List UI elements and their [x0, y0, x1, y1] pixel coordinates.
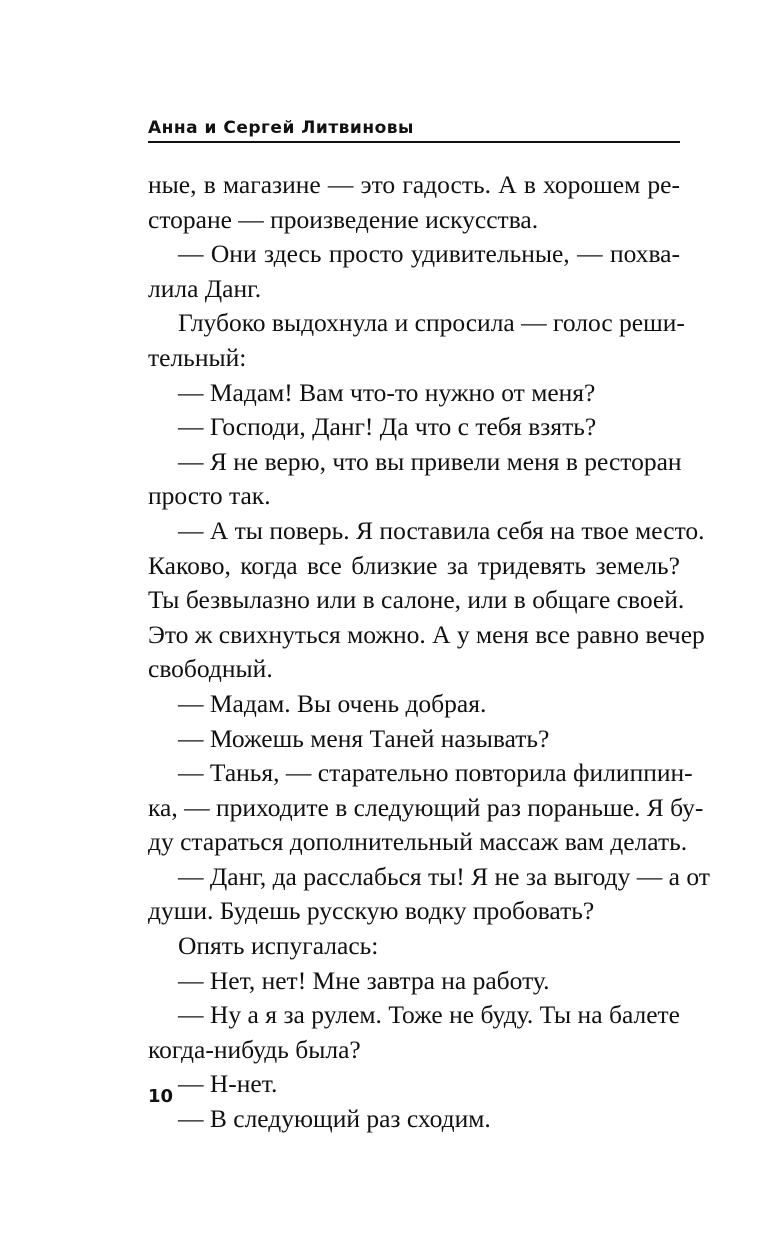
text-line: — Танья, — старательно повторила филиппин-: [178, 758, 693, 788]
text-line: ду стараться дополнительный массаж вам делать.: [148, 827, 688, 857]
text-line: Каково, когда все близкие за тридевять земель?: [148, 550, 680, 580]
text-line: тельный:: [148, 342, 247, 372]
text-line: — Данг, да расслабься ты! Я не за выгоду — а от: [178, 861, 710, 891]
text-line: — Нет, нет! Мне завтра на работу.: [178, 965, 550, 995]
text-line: когда-нибудь была?: [148, 1034, 361, 1064]
text-line: ка, — приходите в следующий раз пораньше. Я бу-: [148, 792, 704, 822]
text-line: просто так.: [148, 481, 271, 511]
text-line: сторане — произведение искусства.: [148, 204, 539, 234]
text-line: Это ж свихнуться можно. А у меня все равно вечер: [148, 619, 705, 649]
text-line: — Н-нет.: [178, 1069, 278, 1099]
text-line: Ты безвылазно или в салоне, или в общаге своей.: [148, 585, 685, 615]
text-line: лила Данг.: [148, 273, 262, 303]
text-line: — Мадам. Вы очень добрая.: [178, 688, 487, 718]
text-line: — В следующий раз сходим.: [178, 1104, 491, 1134]
text-line: — А ты поверь. Я поставила себя на твое место.: [178, 515, 705, 545]
text-line: Глубоко выдохнула и спросила — голос реши-: [178, 308, 685, 338]
text-line: ные, в магазине — это гадость. А в хорошем ре-: [148, 170, 680, 199]
text-line: свободный.: [148, 654, 273, 684]
text-line: — Можешь меня Таней называть?: [178, 723, 550, 753]
page-number: 10: [148, 1086, 174, 1107]
text-line: Опять испугалась:: [178, 931, 379, 961]
body-text: [148, 168, 710, 1137]
text-line: — Господи, Данг! Да что с тебя взять?: [178, 412, 597, 442]
text-line: — Они здесь просто удивительные, — похва-: [178, 239, 680, 269]
text-line: — Я не верю, что вы привели меня в ресторан: [178, 446, 682, 476]
text-line: — Ну а я за рулем. Тоже не буду. Ты на балете: [178, 1000, 680, 1030]
header-rule: [148, 141, 680, 143]
text-line: — Мадам! Вам что-то нужно от меня?: [178, 377, 596, 407]
text-line: души. Будешь русскую водку пробовать?: [148, 896, 595, 926]
running-head-author: Анна и Сергей Литвиновы: [148, 118, 414, 138]
